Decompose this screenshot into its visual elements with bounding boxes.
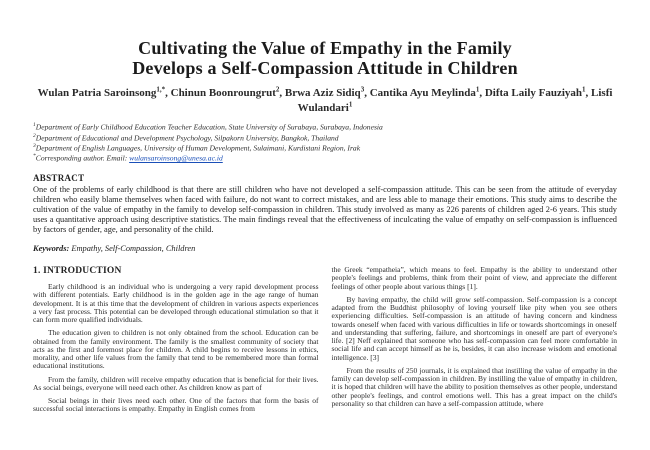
- intro-paragraph: From the family, children will receive empathy education that is beneficial for their lives. As social beings, everyone will need each other. As children know as part of: [33, 374, 319, 392]
- keywords-line: [33, 244, 617, 253]
- abstract-heading: ABSTRACT: [33, 172, 85, 183]
- affiliation-line: $^2$Department of Educational and Development Psychology, Silpakorn University, Bangkok, Thailand: [33, 132, 339, 143]
- intro-paragraph: From the results of 250 journals, it is explained that instilling the value of empathy in the family can develop self-compassion in children. By instilling the value of empathy in children, it is hoped that children will have the ability to position themselves as other people, understand other people's feelings, and control emotions well. This has a great impact on the child's personality so that children can have a self-compassion attitude, where: [331, 365, 617, 408]
- intro-paragraph: Early childhood is an individual who is undergoing a very rapid development process with different potentials. Early childhood is in the golden age in the age range of human development. It is at this time that the development of children in various aspects experiences a very fast process. This potential can be developed through educational stimulation so that it can form more qualified individuals.: [33, 282, 319, 325]
- affiliation-line: $^3$Department of English Languages, University of Human Development, Sulaimani, Kurdistani Region, Irak: [33, 142, 361, 153]
- paper-title: [33, 38, 617, 78]
- paper-title-line2: Develops a Self-Compassion Attitude in Children: [132, 58, 518, 79]
- keywords-label: Keywords:: [33, 244, 70, 254]
- left-column: [33, 266, 319, 419]
- author: Cantika Ayu Meylinda$^1$,: [369, 85, 485, 99]
- affiliations-block: [33, 122, 617, 164]
- author: Chinun Boonroungrut$^2$,: [170, 85, 285, 99]
- corresponding-author-line: *Corresponding author. Email: wulansaroinsong@unesa.ac.id: [33, 153, 223, 163]
- abstract-body: One of the problems of early childhood is that there are still children who have not developed a self-compassion attitude. This can be seen from the attitude of everyday children who easily blame themselves when faced with failure, do not want to correct mistakes, and are less able to manage their emotions. This study aims to describe the cultivation of the value of empathy in the family to develop self-compassion in children. This study involved as many as 226 parents of children aged 2-6 years. This study uses a quantitative approach using descriptive statistics. The main findings reveal that the effectiveness of inculcating the value of empathy on self-compassion is influenced by factors of gender, age, and personality of the child.: [33, 184, 617, 234]
- keywords-items: Empathy, Self-Compassion, Children: [69, 244, 196, 254]
- intro-paragraph: The education given to children is not only obtained from the school. Education can be obtained from the family environment. The family is the smallest community of society that acts as the first and foremost place for children. A child begins to receive lessons in ethics, morality, and other life values from the family that tend to be remembered more than formal educational institutions.: [33, 328, 319, 371]
- right-column: [332, 266, 618, 419]
- author: Brwa Aziz Sidiq$^3$,: [284, 85, 370, 99]
- paper-title-line1: Cultivating the Value of Empathy in the Family: [138, 38, 512, 58]
- intro-paragraph: the Greek “empatheia”, which means to feel. Empathy is the ability to understand other people's feelings and problems, think from their point of view, and appreciate the different feelings of other people about various things [1].: [331, 265, 617, 291]
- introduction-heading: 1. INTRODUCTION: [33, 266, 122, 277]
- author: Lisfi Wulandari$^1$: [297, 86, 613, 115]
- corresponding-email-link[interactable]: wulansaroinsong@unesa.ac.id: [129, 153, 223, 163]
- affiliation-line: $^1$Department of Early Childhood Education Teacher Education, State University of Surabaya, Surabaya, Indonesia: [33, 122, 383, 132]
- introduction-columns: [33, 266, 617, 419]
- intro-paragraph: Social beings in their lives need each other. One of the factors that form the basis of successful social interactions is empathy. Empathy in English comes from: [33, 396, 319, 414]
- author: Difta Laily Fauziyah$^1$,: [484, 85, 592, 99]
- authors-line: [33, 85, 617, 116]
- author: Wulan Patria Saroinsong$^{1,*}$,: [37, 85, 171, 99]
- intro-paragraph: By having empathy, the child will grow self-compassion. Self-compassion is a concept adapted from the Buddhist philosophy of loving yourself like pity when you see others experiencing difficulties. Self-compassion is an attitude of having concern and kindness towards oneself when faced with various difficulties in life or towards shortcomings in oneself and understanding that suffering, failure, and shortcomings in oneself are part of everyone's life. [2] Neff explained that someone who has self-compassion can feel more comfortable in social life and can accept himself as he is, besides, it can also increase wisdom and emotional intelligence. [3]: [331, 294, 617, 362]
